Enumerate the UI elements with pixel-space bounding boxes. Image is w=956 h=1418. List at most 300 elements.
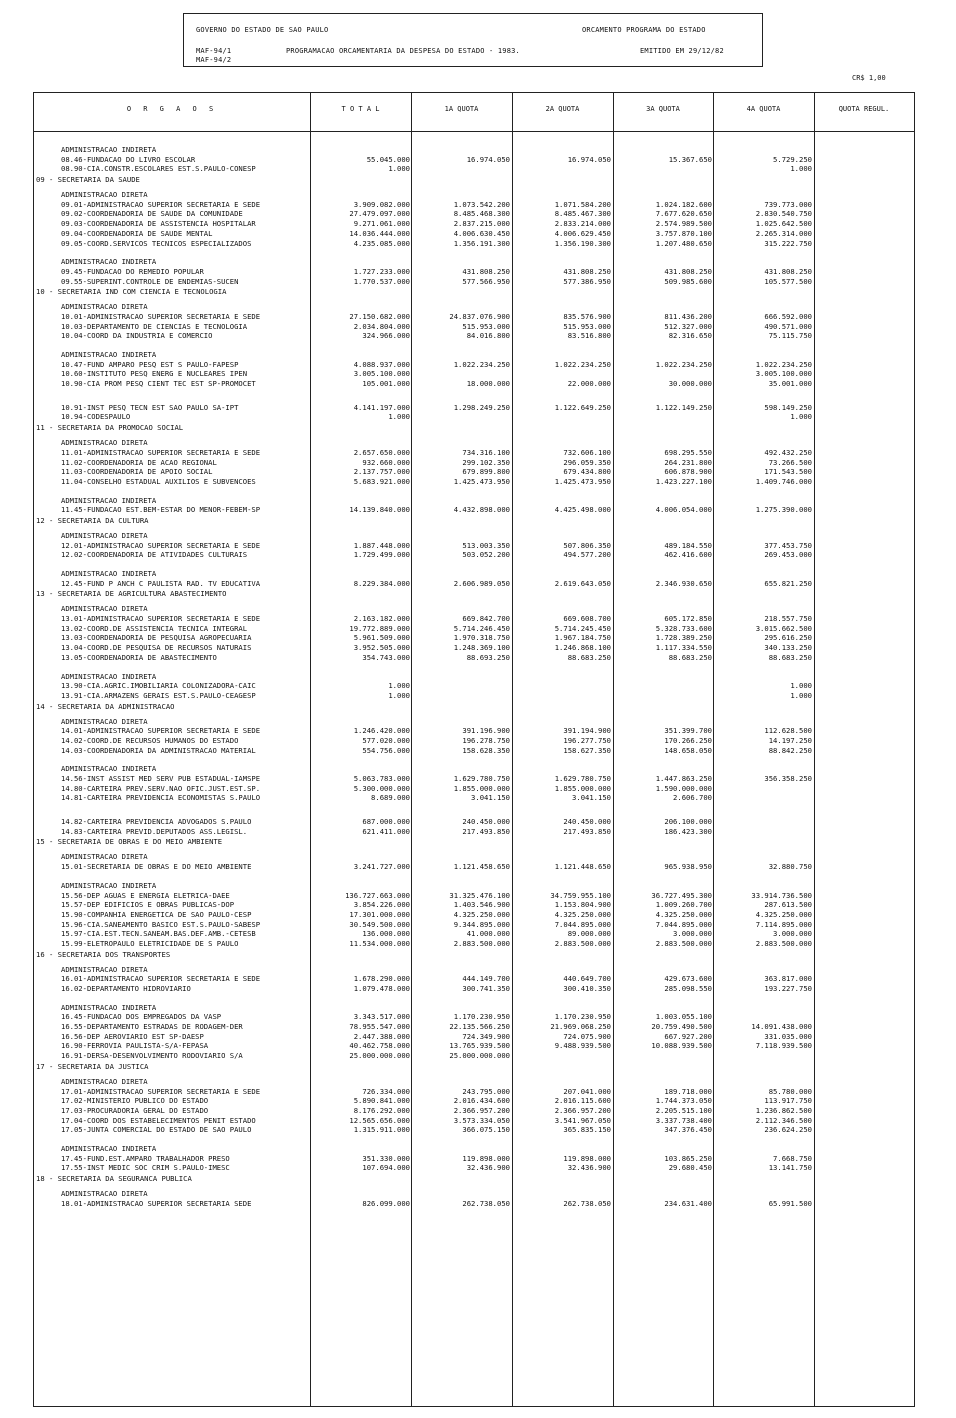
- quota-cell-1: 366.075.150: [462, 1125, 510, 1135]
- currency-unit: CR$ 1,00: [852, 74, 886, 82]
- col-header-total: T O T A L: [341, 105, 380, 113]
- quota-cell-4: 65.991.500: [768, 1198, 812, 1208]
- table-row: [34, 929, 914, 939]
- total-cell: 55.045.000: [366, 154, 410, 164]
- total-cell: 1.000: [388, 164, 410, 174]
- quota-cell-4: 1.000: [790, 164, 812, 174]
- table-row: [34, 1096, 914, 1106]
- total-cell: 30.549.500.000: [349, 919, 410, 929]
- row-description: 10.04-COORD DA INDUSTRIA E COMERCIO: [61, 331, 213, 341]
- quota-cell-1: 3.041.150: [471, 793, 510, 803]
- quota-cell-1: 300.741.350: [462, 984, 510, 993]
- quota-cell-1: 1.248.369.100: [453, 643, 510, 653]
- quota-cell-1: 724.349.900: [462, 1031, 510, 1041]
- total-cell: 14.036.444.000: [349, 228, 410, 238]
- quota-cell-4: 3.015.662.500: [755, 623, 812, 633]
- quota-cell-4: 315.222.750: [764, 238, 812, 248]
- section-heading-row: [34, 701, 914, 717]
- quota-cell-2: 300.410.350: [563, 984, 611, 993]
- row-description: 11.04-CONSELHO ESTADUAL AUXILIOS E SUBVENCOES: [61, 476, 256, 486]
- quota-cell-4: 1.025.642.500: [755, 219, 812, 229]
- quota-cell-2: 2.619.643.050: [554, 578, 611, 588]
- quota-cell-3: 82.316.650: [668, 331, 712, 341]
- quota-cell-4: 1.236.862.500: [755, 1105, 812, 1115]
- quota-cell-3: 489.184.550: [664, 540, 712, 550]
- row-description: 08.90-CIA.CONSTR.ESCOLARES EST.S.PAULO-CONESP: [61, 164, 256, 174]
- quota-cell-1: 217.493.850: [462, 826, 510, 836]
- quota-cell-3: 186.423.300: [664, 826, 712, 836]
- quota-cell-1: 196.278.750: [462, 735, 510, 745]
- quota-cell-1: 513.003.350: [462, 540, 510, 550]
- table-row: [34, 900, 914, 910]
- quota-cell-4: 655.821.250: [764, 578, 812, 588]
- total-cell: 1.079.478.000: [353, 984, 410, 993]
- section-heading-row: [34, 286, 914, 302]
- col-header-quota-1: 1A QUOTA: [444, 105, 479, 113]
- row-description: 14.82-CARTEIRA PREVIDENCIA ADVOGADOS S.PAULO: [61, 817, 252, 827]
- form-code-2: MAF-94/2: [196, 56, 232, 64]
- row-description: 15.90-COMPANHIA ENERGETICA DE SAO PAULO-CESP: [61, 909, 252, 919]
- quota-cell-2: 89.000.000: [567, 929, 611, 939]
- total-cell: 932.660.000: [362, 457, 410, 467]
- quota-cell-2: 22.000.000: [567, 379, 611, 389]
- quota-cell-3: 264.231.800: [664, 457, 712, 467]
- quota-cell-1: 4.432.898.000: [453, 505, 510, 515]
- table-row: [34, 653, 914, 663]
- table-row: [34, 550, 914, 560]
- total-cell: 1.727.233.000: [353, 266, 410, 276]
- row-description: 11.03-COORDENADORIA DE APOIO SOCIAL: [61, 467, 213, 477]
- quota-cell-3: 1.590.000.000: [655, 783, 712, 793]
- total-cell: 8.176.292.000: [353, 1105, 410, 1115]
- row-description: 13.02-COORD.DE ASSISTENCIA TECNICA INTEGRAL: [61, 623, 248, 633]
- quota-cell-1: 13.765.939.500: [449, 1041, 510, 1051]
- row-description: 17.45-FUND.EST.AMPARO TRABALHADOR PRESO: [61, 1153, 230, 1163]
- table-row: [34, 477, 914, 487]
- quota-cell-2: 3.041.150: [572, 793, 611, 803]
- budget-label: ORCAMENTO PROGRAMA DO ESTADO: [582, 26, 706, 34]
- quota-cell-4: 340.133.250: [764, 643, 812, 653]
- section-heading-row: [34, 949, 914, 965]
- row-description: ADMINISTRACAO DIRETA: [61, 302, 148, 312]
- budget-table: [33, 92, 915, 1407]
- row-description: 14.03-COORDENADORIA DA ADMINISTRACAO MATERIAL: [61, 745, 256, 755]
- quota-cell-4: 105.577.500: [764, 276, 812, 286]
- quota-cell-3: 811.436.200: [664, 311, 712, 321]
- quota-cell-1: 1.403.546.900: [453, 900, 510, 910]
- row-description: 14 - SECRETARIA DA ADMINISTRACAO: [36, 701, 175, 711]
- row-description: ADMINISTRACAO INDIRETA: [61, 880, 157, 890]
- table-row: [34, 1199, 914, 1209]
- quota-cell-4: 1.022.234.250: [755, 359, 812, 369]
- col-header-quota-3: 3A QUOTA: [646, 105, 680, 113]
- total-cell: 324.966.000: [362, 331, 410, 341]
- table-row: [34, 403, 914, 413]
- table-row: [34, 331, 914, 341]
- total-cell: 11.534.000.000: [349, 938, 410, 948]
- quota-cell-3: 1.447.863.250: [655, 774, 712, 783]
- subheading-row: [34, 145, 914, 155]
- row-spacer: [34, 872, 914, 881]
- quota-cell-3: 103.865.250: [664, 1153, 712, 1163]
- row-description: ADMINISTRACAO DIRETA: [61, 852, 148, 862]
- total-cell: 554.756.000: [362, 745, 410, 755]
- row-description: 12.45-FUND P ANCH C PAULISTA RAD. TV EDUCATIVA: [61, 578, 261, 588]
- quota-cell-4: 218.557.750: [764, 614, 812, 624]
- row-description: 16.02-DEPARTAMENTO HIDROVIARIO: [61, 984, 191, 993]
- row-description: 09.01-ADMINISTRACAO SUPERIOR SECRETARIA E SEDE: [61, 199, 261, 209]
- subheading-row: [34, 672, 914, 682]
- quota-cell-3: 1.022.234.250: [655, 359, 712, 369]
- quota-cell-3: 2.883.500.000: [655, 938, 712, 948]
- quota-cell-1: 2.837.215.000: [453, 219, 510, 229]
- quota-cell-1: 2.016.434.600: [453, 1096, 510, 1106]
- quota-cell-2: 1.122.649.250: [554, 402, 611, 412]
- quota-cell-2: 217.493.850: [563, 826, 611, 836]
- quota-cell-4: 2.883.500.000: [755, 938, 812, 948]
- quota-cell-4: 2.265.314.000: [755, 228, 812, 238]
- quota-cell-4: 492.432.250: [764, 447, 812, 457]
- table-row: [34, 369, 914, 379]
- total-cell: 351.330.000: [362, 1153, 410, 1163]
- row-spacer: [34, 994, 914, 1003]
- table-row: [34, 1032, 914, 1042]
- quota-cell-1: 24.837.076.900: [449, 311, 510, 321]
- quota-cell-3: 7.677.620.650: [655, 209, 712, 219]
- row-description: 17 - SECRETARIA DA JUSTICA: [36, 1061, 149, 1071]
- quota-cell-1: 4.325.250.000: [453, 909, 510, 919]
- row-description: 12.02-COORDENADORIA DE ATIVIDADES CULTURAIS: [61, 550, 248, 560]
- total-cell: 5.890.841.000: [353, 1096, 410, 1106]
- subheading-row: [34, 1003, 914, 1013]
- quota-cell-2: 669.608.700: [563, 614, 611, 624]
- quota-cell-1: 1.855.000.000: [453, 783, 510, 793]
- row-description: 14.02-COORD.DE RECURSOS HUMANOS DO ESTADO: [61, 735, 239, 745]
- quota-cell-1: 16.974.050: [466, 154, 510, 164]
- row-description: 13 - SECRETARIA DE AGRICULTURA ABASTECIMENTO: [36, 589, 227, 599]
- table-row: [34, 209, 914, 219]
- quota-cell-3: 20.759.490.500: [651, 1022, 712, 1032]
- total-cell: 687.000.000: [362, 817, 410, 827]
- quota-cell-4: 112.628.500: [764, 726, 812, 736]
- quota-cell-2: 2.883.500.000: [554, 938, 611, 948]
- total-cell: 826.099.000: [362, 1198, 410, 1208]
- quota-cell-4: 739.773.000: [764, 199, 812, 209]
- row-description: ADMINISTRACAO INDIRETA: [61, 671, 157, 681]
- total-cell: 3.343.517.000: [353, 1012, 410, 1022]
- quota-cell-2: 5.714.245.450: [554, 623, 611, 633]
- row-description: ADMINISTRACAO INDIRETA: [61, 1143, 157, 1153]
- table-row: [34, 910, 914, 920]
- total-cell: 1.770.537.000: [353, 276, 410, 286]
- row-description: 09.03-COORDENADORIA DE ASSISTENCIA HOSPITALAR: [61, 219, 256, 229]
- quota-cell-1: 119.898.000: [462, 1153, 510, 1163]
- table-row: [34, 579, 914, 589]
- total-cell: 3.005.100.000: [353, 369, 410, 379]
- quota-cell-2: 2.016.115.600: [554, 1096, 611, 1106]
- quota-cell-1: 8.485.468.300: [453, 209, 510, 219]
- row-description: ADMINISTRACAO INDIRETA: [61, 1002, 157, 1012]
- row-spacer: [34, 1135, 914, 1144]
- row-description: 12.01-ADMINISTRACAO SUPERIOR SECRETARIA E SEDE: [61, 540, 261, 550]
- row-spacer: [34, 663, 914, 672]
- row-description: ADMINISTRACAO INDIRETA: [61, 350, 157, 359]
- quota-cell-4: 1.000: [790, 681, 812, 691]
- quota-cell-4: 7.668.750: [773, 1153, 812, 1163]
- quota-cell-4: 1.275.390.000: [755, 505, 812, 515]
- row-description: 15.96-CIA.SANEAMENTO BASICO EST.S.PAULO-SABESP: [61, 919, 261, 929]
- quota-cell-2: 296.059.350: [563, 457, 611, 467]
- quota-cell-3: 189.718.000: [664, 1086, 712, 1096]
- quota-cell-3: 351.399.700: [664, 726, 712, 736]
- total-cell: 3.909.082.000: [353, 199, 410, 209]
- quota-cell-4: 1.000: [790, 412, 812, 422]
- total-cell: 5.063.783.000: [353, 774, 410, 783]
- row-description: 14.83-CARTEIRA PREVID.DEPUTADOS ASS.LEGISL.: [61, 826, 248, 836]
- quota-cell-1: 84.016.800: [466, 331, 510, 341]
- quota-cell-1: 444.149.700: [462, 974, 510, 984]
- table-row: [34, 467, 914, 477]
- quota-cell-3: 2.205.515.100: [655, 1105, 712, 1115]
- quota-cell-2: 1.855.000.000: [554, 783, 611, 793]
- quota-cell-2: 83.516.800: [567, 331, 611, 341]
- total-cell: 1.315.911.000: [353, 1125, 410, 1135]
- quota-cell-1: 2.606.989.050: [453, 578, 510, 588]
- total-cell: 3.241.727.000: [353, 862, 410, 872]
- quota-cell-1: 25.000.000.000: [449, 1051, 510, 1061]
- row-description: 17.03-PROCURADORIA GERAL DO ESTADO: [61, 1105, 209, 1115]
- total-cell: 14.139.840.000: [349, 505, 410, 515]
- quota-cell-4: 113.917.750: [764, 1096, 812, 1106]
- row-description: 08.46-FUNDACAO DO LIVRO ESCOLAR: [61, 154, 196, 164]
- quota-cell-2: 21.969.068.250: [550, 1022, 611, 1032]
- quota-cell-2: 207.041.000: [563, 1086, 611, 1096]
- total-cell: 2.034.804.000: [353, 321, 410, 331]
- section-heading-row: [34, 515, 914, 531]
- row-description: 09.04-COORDENADORIA DE SAUDE MENTAL: [61, 228, 213, 238]
- table-row: [34, 862, 914, 872]
- quota-cell-1: 577.566.950: [462, 276, 510, 286]
- table-row: [34, 614, 914, 624]
- table-row: [34, 1051, 914, 1061]
- section-heading-row: [34, 588, 914, 604]
- quota-cell-4: 4.325.250.000: [755, 909, 812, 919]
- quota-cell-4: 287.613.500: [764, 900, 812, 910]
- subheading-row: [34, 1077, 914, 1087]
- row-description: 16 - SECRETARIA DOS TRANSPORTES: [36, 949, 171, 959]
- quota-cell-4: 2.830.540.750: [755, 209, 812, 219]
- table-row: [34, 726, 914, 736]
- quota-cell-4: 193.227.750: [764, 984, 812, 993]
- quota-cell-2: 4.006.629.450: [554, 228, 611, 238]
- table-row: [34, 1041, 914, 1051]
- quota-cell-3: 234.631.400: [664, 1198, 712, 1208]
- row-description: 13.05-COORDENADORIA DE ABASTECIMENTO: [61, 652, 217, 662]
- quota-cell-1: 262.738.050: [462, 1198, 510, 1208]
- total-cell: 5.300.000.000: [353, 783, 410, 793]
- quota-cell-1: 431.808.250: [462, 266, 510, 276]
- quota-cell-1: 299.102.350: [462, 457, 510, 467]
- quota-cell-2: 262.738.050: [563, 1198, 611, 1208]
- subheading-row: [34, 764, 914, 774]
- total-cell: 12.565.656.000: [349, 1115, 410, 1125]
- quota-cell-3: 5.328.733.600: [655, 623, 712, 633]
- subheading-row: [34, 569, 914, 579]
- quota-cell-2: 1.356.190.300: [554, 238, 611, 248]
- table-row: [34, 1116, 914, 1126]
- subheading-row: [34, 965, 914, 975]
- total-cell: 5.683.921.000: [353, 476, 410, 486]
- header-divider: [34, 131, 914, 132]
- quota-cell-4: 269.453.000: [764, 550, 812, 560]
- report-title: PROGRAMACAO ORCAMENTARIA DA DESPESA DO ESTADO - 1983.: [286, 47, 520, 55]
- total-cell: 136.000.000: [362, 929, 410, 939]
- quota-cell-3: 431.808.250: [664, 266, 712, 276]
- total-cell: 25.000.000.000: [349, 1051, 410, 1061]
- table-row: [34, 784, 914, 794]
- row-spacer: [34, 341, 914, 350]
- quota-cell-3: 2.606.700: [673, 793, 712, 803]
- row-description: 11 - SECRETARIA DA PROMOCAO SOCIAL: [36, 423, 184, 433]
- quota-cell-1: 669.842.700: [462, 614, 510, 624]
- row-description: 17.55-INST MEDIC SOC CRIM S.PAULO-IMESC: [61, 1163, 230, 1173]
- row-description: ADMINISTRACAO DIRETA: [61, 190, 148, 200]
- quota-cell-3: 1.728.389.250: [655, 633, 712, 643]
- row-description: ADMINISTRACAO INDIRETA: [61, 257, 157, 267]
- table-row: [34, 412, 914, 422]
- row-spacer: [34, 560, 914, 569]
- row-description: ADMINISTRACAO DIRETA: [61, 716, 148, 726]
- total-cell: 2.447.388.000: [353, 1031, 410, 1041]
- table-row: [34, 1154, 914, 1164]
- row-description: 10 - SECRETARIA IND COM CIENCIA E TECNOLOGIA: [36, 287, 227, 297]
- row-description: 15.57-DEP EDIFICIOS E OBRAS PUBLICAS-DOP: [61, 900, 235, 910]
- row-description: 17.01-ADMINISTRACAO SUPERIOR SECRETARIA E SEDE: [61, 1086, 261, 1096]
- quota-cell-1: 243.795.000: [462, 1086, 510, 1096]
- quota-cell-4: 5.729.250: [773, 154, 812, 164]
- quota-cell-4: 236.624.250: [764, 1125, 812, 1135]
- row-description: ADMINISTRACAO DIRETA: [61, 530, 148, 540]
- quota-cell-2: 158.627.350: [563, 745, 611, 755]
- quota-cell-2: 3.541.967.050: [554, 1115, 611, 1125]
- total-cell: 5.961.509.000: [353, 633, 410, 643]
- quota-cell-3: 88.683.250: [668, 652, 712, 662]
- table-row: [34, 505, 914, 515]
- row-description: ADMINISTRACAO DIRETA: [61, 1189, 148, 1198]
- total-cell: 78.955.547.000: [349, 1022, 410, 1032]
- table-row: [34, 817, 914, 827]
- quota-cell-1: 515.953.000: [462, 321, 510, 331]
- quota-cell-4: 85.780.000: [768, 1086, 812, 1096]
- quota-cell-4: 13.141.750: [768, 1163, 812, 1173]
- quota-cell-1: 1.970.318.750: [453, 633, 510, 643]
- quota-cell-1: 32.436.900: [466, 1163, 510, 1173]
- table-row: [34, 939, 914, 949]
- quota-cell-2: 9.488.939.500: [554, 1041, 611, 1051]
- total-cell: 17.301.000.000: [349, 909, 410, 919]
- row-description: 16.01-ADMINISTRACAO SUPERIOR SECRETARIA E SEDE: [61, 974, 261, 984]
- row-description: 10.47-FUND AMPARO PESQ EST S PAULO-FAPESP: [61, 359, 239, 369]
- table-row: [34, 681, 914, 691]
- table-row: [34, 643, 914, 653]
- row-description: 10.91-INST PESQ TECN EST SAO PAULO SA-IPT: [61, 402, 239, 412]
- quota-cell-1: 734.316.100: [462, 447, 510, 457]
- quota-cell-3: 1.744.373.050: [655, 1096, 712, 1106]
- quota-cell-4: 33.914.736.500: [751, 890, 812, 900]
- row-description: 16.55-DEPARTAMENTO ESTRADAS DE RODAGEM-DER: [61, 1022, 243, 1032]
- quota-cell-3: 462.416.600: [664, 550, 712, 560]
- quota-cell-2: 7.044.895.000: [554, 919, 611, 929]
- quota-cell-3: 285.098.550: [664, 984, 712, 993]
- total-cell: 27.150.682.000: [349, 311, 410, 321]
- quota-cell-3: 1.117.334.550: [655, 643, 712, 653]
- table-row: [34, 1106, 914, 1116]
- quota-cell-3: 30.000.000: [668, 379, 712, 389]
- total-cell: 1.246.420.000: [353, 726, 410, 736]
- quota-cell-2: 494.577.200: [563, 550, 611, 560]
- quota-cell-2: 2.366.957.200: [554, 1105, 611, 1115]
- quota-cell-3: 4.325.250.000: [655, 909, 712, 919]
- table-row: [34, 1163, 914, 1173]
- total-cell: 4.235.085.000: [353, 238, 410, 248]
- row-spacer: [34, 248, 914, 257]
- total-cell: 19.772.889.000: [349, 623, 410, 633]
- table-row: [34, 793, 914, 803]
- total-cell: 4.141.197.000: [353, 402, 410, 412]
- quota-cell-3: 2.346.930.650: [655, 578, 712, 588]
- quota-cell-2: 16.974.050: [567, 154, 611, 164]
- row-description: ADMINISTRACAO INDIRETA: [61, 764, 157, 774]
- subheading-row: [34, 1144, 914, 1154]
- row-description: 16.45-FUNDACAO DOS EMPREGADOS DA VASP: [61, 1012, 222, 1022]
- row-description: ADMINISTRACAO DIRETA: [61, 604, 148, 614]
- quota-cell-2: 4.425.498.000: [554, 505, 611, 515]
- quota-cell-4: 7.114.895.000: [755, 919, 812, 929]
- section-heading-row: [34, 1173, 914, 1189]
- total-cell: 726.334.000: [362, 1086, 410, 1096]
- row-description: 09.05-COORD.SERVICOS TECNICOS ESPECIALIZADOS: [61, 238, 252, 248]
- table-row: [34, 322, 914, 332]
- table-row: [34, 736, 914, 746]
- row-description: ADMINISTRACAO INDIRETA: [61, 495, 157, 505]
- quota-cell-3: 36.727.495.300: [651, 890, 712, 900]
- subheading-row: [34, 1189, 914, 1199]
- table-row: [34, 155, 914, 165]
- quota-cell-2: 1.022.234.250: [554, 359, 611, 369]
- quota-cell-3: 512.327.000: [664, 321, 712, 331]
- total-cell: 27.479.097.000: [349, 209, 410, 219]
- quota-cell-3: 1.003.055.100: [655, 1012, 712, 1022]
- row-description: 10.01-ADMINISTRACAO SUPERIOR SECRETARIA E SEDE: [61, 311, 261, 321]
- table-row: [34, 458, 914, 468]
- quota-cell-2: 391.194.900: [563, 726, 611, 736]
- quota-cell-2: 4.325.250.000: [554, 909, 611, 919]
- quota-cell-3: 2.574.989.500: [655, 219, 712, 229]
- table-body: [34, 145, 914, 1208]
- row-description: 16.90-FERROVIA PAULISTA-S/A-FEPASA: [61, 1041, 209, 1051]
- col-header-quota-regul: QUOTA REGUL.: [838, 105, 890, 113]
- quota-cell-1: 1.425.473.950: [453, 476, 510, 486]
- table-row: [34, 267, 914, 277]
- quota-cell-1: 3.573.334.050: [453, 1115, 510, 1125]
- subheading-row: [34, 717, 914, 727]
- row-description: 09 - SECRETARIA DA SAUDE: [36, 175, 140, 185]
- section-heading-row: [34, 174, 914, 190]
- row-description: 17.05-JUNTA COMERCIAL DO ESTADO DE SAO PAULO: [61, 1125, 252, 1135]
- row-description: 15.56-DEP AGUAS E ENERGIA ELETRICA-DAEE: [61, 890, 230, 900]
- quota-cell-3: 170.266.250: [664, 735, 712, 745]
- quota-cell-4: 1.409.746.000: [755, 476, 812, 486]
